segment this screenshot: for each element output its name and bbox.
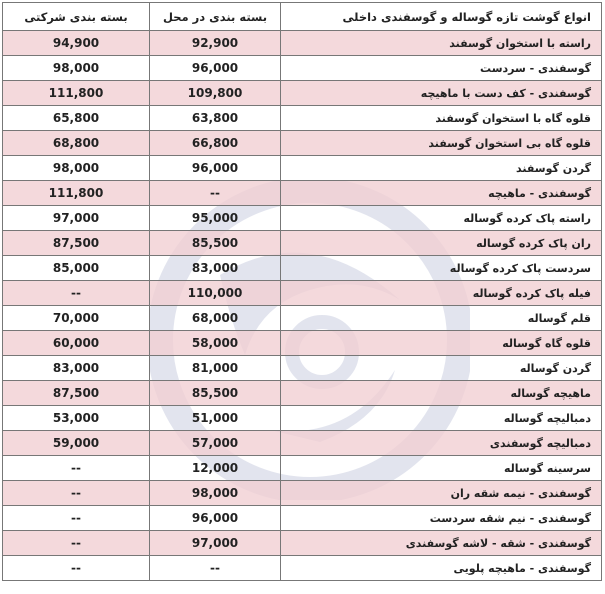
local-price-cell: 109,800 <box>150 81 281 106</box>
table-row <box>3 256 602 281</box>
table-row <box>3 506 602 531</box>
company-price-cell: 94,900 <box>3 31 150 56</box>
table-row <box>3 106 602 131</box>
company-price-cell: -- <box>3 481 150 506</box>
company-price-cell: -- <box>3 556 150 581</box>
company-price-cell: 98,000 <box>3 56 150 81</box>
company-price-cell: 60,000 <box>3 331 150 356</box>
local-price-cell: -- <box>150 556 281 581</box>
local-price-cell: 96,000 <box>150 56 281 81</box>
meat-type-cell: گردن گوسفند <box>281 156 602 181</box>
table-row <box>3 456 602 481</box>
local-price-cell: 58,000 <box>150 331 281 356</box>
company-price-cell: 53,000 <box>3 406 150 431</box>
meat-type-cell: راسته پاک کرده گوساله <box>281 206 602 231</box>
company-price-cell: 85,000 <box>3 256 150 281</box>
company-price-cell: 87,500 <box>3 381 150 406</box>
company-price-cell: 70,000 <box>3 306 150 331</box>
local-price-cell: 98,000 <box>150 481 281 506</box>
table-header-row <box>3 3 602 31</box>
meat-type-cell: قلوه گاه بی استخوان گوسفند <box>281 131 602 156</box>
table-row <box>3 531 602 556</box>
company-price-cell: -- <box>3 506 150 531</box>
meat-type-cell: ماهیچه گوساله <box>281 381 602 406</box>
company-price-cell: 97,000 <box>3 206 150 231</box>
meat-type-cell: سردست پاک کرده گوساله <box>281 256 602 281</box>
company-price-cell: 111,800 <box>3 181 150 206</box>
meat-type-cell: راسته با استخوان گوسفند <box>281 31 602 56</box>
local-price-cell: 66,800 <box>150 131 281 156</box>
table-row <box>3 156 602 181</box>
meat-type-cell: گوسفندی - ماهیچه پلویی <box>281 556 602 581</box>
table-row <box>3 131 602 156</box>
local-price-cell: 92,900 <box>150 31 281 56</box>
table-row <box>3 381 602 406</box>
company-price-cell: 59,000 <box>3 431 150 456</box>
meat-type-cell: گوسفندی - ماهیچه <box>281 181 602 206</box>
meat-type-cell: گوسفندی - کف دست با ماهیچه <box>281 81 602 106</box>
meat-type-cell: دمبالیچه گوساله <box>281 406 602 431</box>
company-price-cell: 98,000 <box>3 156 150 181</box>
table-row <box>3 231 602 256</box>
table-row <box>3 556 602 581</box>
header-meat-type: انواع گوشت تازه گوساله و گوسفندی داخلی <box>281 3 602 31</box>
local-price-cell: 51,000 <box>150 406 281 431</box>
meat-type-cell: دمبالیچه گوسفندی <box>281 431 602 456</box>
local-price-cell: 96,000 <box>150 156 281 181</box>
table-row <box>3 281 602 306</box>
company-price-cell: 111,800 <box>3 81 150 106</box>
meat-price-table <box>2 2 602 581</box>
meat-type-cell: سرسینه گوساله <box>281 456 602 481</box>
local-price-cell: 95,000 <box>150 206 281 231</box>
local-price-cell: 57,000 <box>150 431 281 456</box>
table-row <box>3 31 602 56</box>
local-price-cell: 81,000 <box>150 356 281 381</box>
company-price-cell: 65,800 <box>3 106 150 131</box>
local-price-cell: 85,500 <box>150 231 281 256</box>
company-price-cell: -- <box>3 456 150 481</box>
table-row <box>3 306 602 331</box>
local-price-cell: -- <box>150 181 281 206</box>
meat-type-cell: گوسفندی - سردست <box>281 56 602 81</box>
meat-type-cell: ران پاک کرده گوساله <box>281 231 602 256</box>
meat-type-cell: فیله پاک کرده گوساله <box>281 281 602 306</box>
local-price-cell: 68,000 <box>150 306 281 331</box>
company-price-cell: 68,800 <box>3 131 150 156</box>
company-price-cell: 83,000 <box>3 356 150 381</box>
company-price-cell: -- <box>3 281 150 306</box>
table-row <box>3 331 602 356</box>
table-row <box>3 56 602 81</box>
table-row <box>3 356 602 381</box>
table-row <box>3 206 602 231</box>
local-price-cell: 83,000 <box>150 256 281 281</box>
header-local-packaging: بسته بندی در محل <box>150 3 281 31</box>
meat-type-cell: گوسفندی - نیمه شقه ران <box>281 481 602 506</box>
local-price-cell: 97,000 <box>150 531 281 556</box>
meat-type-cell: قلوه گاه گوساله <box>281 331 602 356</box>
local-price-cell: 96,000 <box>150 506 281 531</box>
header-company-packaging: بسته بندی شرکتی <box>3 3 150 31</box>
company-price-cell: 87,500 <box>3 231 150 256</box>
table-row <box>3 406 602 431</box>
meat-type-cell: گوسفندی - نیم شقه سردست <box>281 506 602 531</box>
local-price-cell: 12,000 <box>150 456 281 481</box>
table-row <box>3 181 602 206</box>
local-price-cell: 63,800 <box>150 106 281 131</box>
table-row <box>3 431 602 456</box>
table-row <box>3 81 602 106</box>
meat-type-cell: گردن گوساله <box>281 356 602 381</box>
meat-type-cell: گوسفندی - شقه - لاشه گوسفندی <box>281 531 602 556</box>
company-price-cell: -- <box>3 531 150 556</box>
table-row <box>3 481 602 506</box>
meat-type-cell: قلم گوساله <box>281 306 602 331</box>
meat-type-cell: قلوه گاه با استخوان گوسفند <box>281 106 602 131</box>
local-price-cell: 110,000 <box>150 281 281 306</box>
local-price-cell: 85,500 <box>150 381 281 406</box>
